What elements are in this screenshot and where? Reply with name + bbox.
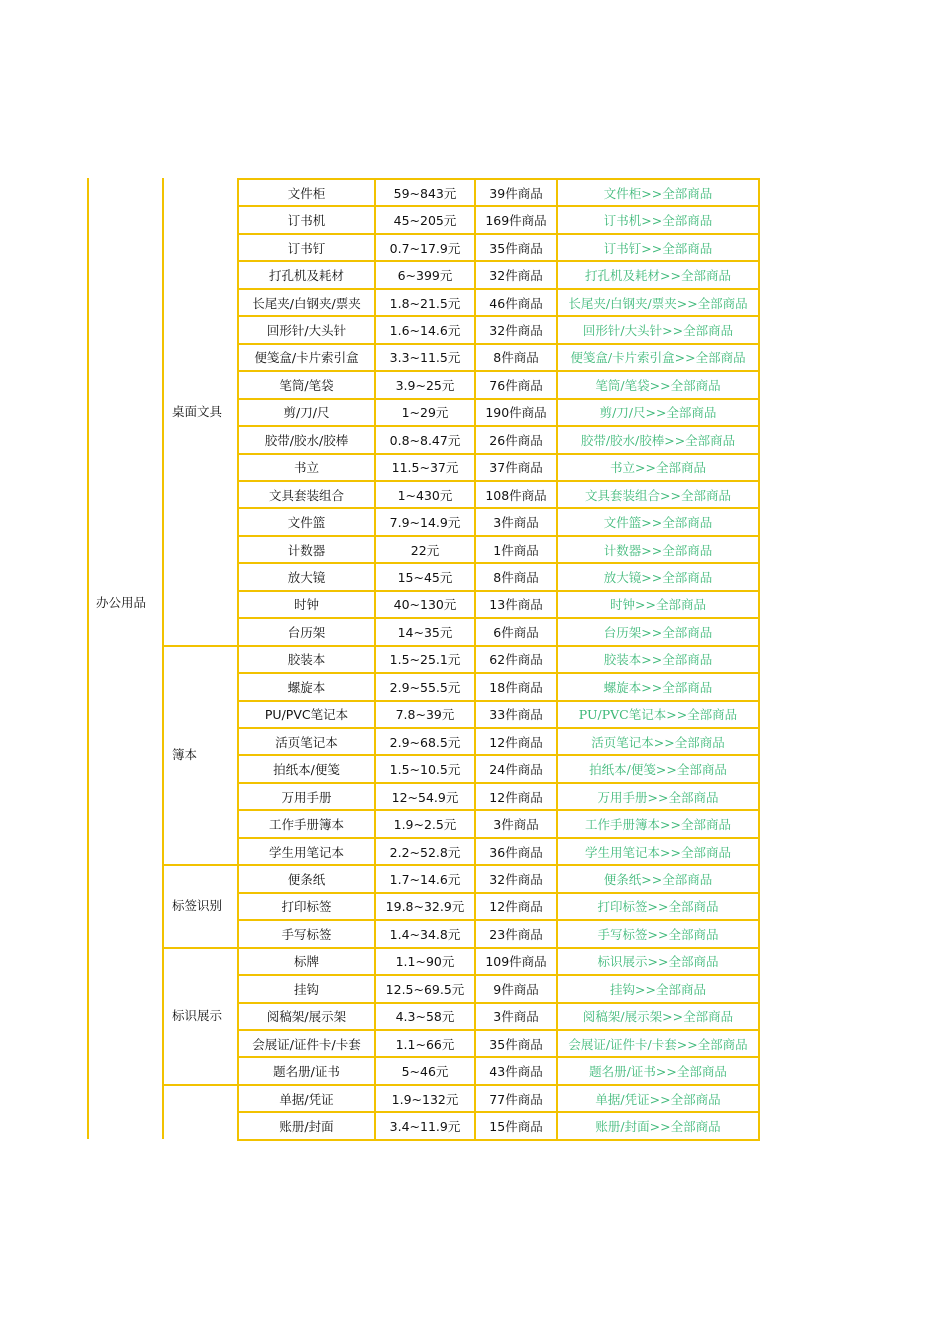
all-products-link[interactable]: 台历架>>全部商品 [603,624,713,640]
item-count: 8件商品 [493,570,539,586]
item-count: 12件商品 [489,789,543,805]
all-products-link[interactable]: 万用手册>>全部商品 [597,789,719,805]
all-products-link[interactable]: 文件篮>>全部商品 [603,515,713,531]
item-name: 胶带/胶水/胶棒 [264,432,349,448]
item-name: 回形针/大头针 [266,322,347,338]
item-price-range: 3.3~11.5元 [389,350,461,366]
item-count: 36件商品 [489,844,543,860]
item-name: 时钟 [293,597,319,613]
item-name: 便笺盒/卡片索引盒 [254,350,359,366]
item-count: 3件商品 [493,515,539,531]
item-price-range: 1.9~132元 [391,1091,459,1107]
all-products-link[interactable]: 拍纸本/便笺>>全部商品 [589,762,727,778]
item-price-range: 12~54.9元 [391,789,459,805]
item-price-range: 2.2~52.8元 [389,844,461,860]
all-products-link[interactable]: 文件柜>>全部商品 [603,185,713,201]
item-price-range: 1.1~66元 [395,1036,455,1052]
item-price-range: 7.9~14.9元 [389,515,461,531]
all-products-link[interactable]: 胶带/胶水/胶棒>>全部商品 [580,432,736,448]
item-count: 24件商品 [489,762,543,778]
item-name: 书立 [293,460,319,476]
item-name: 长尾夹/白钢夹/票夹 [252,295,361,311]
all-products-link[interactable]: 标识展示>>全部商品 [597,954,719,970]
item-name: 打孔机及耗材 [268,268,344,284]
item-count: 18件商品 [489,679,543,695]
all-products-link[interactable]: 便条纸>>全部商品 [603,871,713,887]
item-price-range: 5~46元 [401,1064,449,1080]
item-price-range: 45~205元 [393,213,457,229]
item-price-range: 14~35元 [397,624,453,640]
item-price-range: 0.7~17.9元 [389,240,461,256]
row-border [237,1139,760,1141]
item-price-range: 1~430元 [397,487,453,503]
item-price-range: 15~45元 [397,570,453,586]
item-count: 8件商品 [493,350,539,366]
item-count: 32件商品 [489,871,543,887]
item-name: PU/PVC笔记本 [264,707,349,723]
item-name: 拍纸本/便笺 [273,762,340,778]
item-name: 打印标签 [281,899,332,915]
all-products-link[interactable]: 便笺盒/卡片索引盒>>全部商品 [570,350,746,366]
all-products-link[interactable]: 题名册/证书>>全部商品 [589,1064,727,1080]
item-name: 便条纸 [287,871,326,887]
item-price-range: 59~843元 [393,185,457,201]
item-price-range: 2.9~68.5元 [389,734,461,750]
item-count: 6件商品 [493,624,539,640]
item-name: 活页笔记本 [275,734,338,750]
item-price-range: 1.6~14.6元 [389,322,461,338]
item-price-range: 22元 [410,542,440,558]
item-name: 手写标签 [281,926,332,942]
item-count: 76件商品 [489,377,543,393]
group-label: 簿本 [172,747,198,763]
item-name: 学生用笔记本 [268,844,344,860]
item-count: 108件商品 [485,487,547,503]
item-price-range: 1.7~14.6元 [389,871,461,887]
main-category-label: 办公用品 [96,595,147,610]
item-name: 计数器 [287,542,326,558]
item-count: 39件商品 [489,185,543,201]
all-products-link[interactable]: 打印标签>>全部商品 [597,899,719,915]
all-products-link[interactable]: 放大镜>>全部商品 [603,570,713,586]
item-price-range: 1.4~34.8元 [389,926,461,942]
item-price-range: 1.8~21.5元 [389,295,461,311]
item-name: 放大镜 [287,570,326,586]
item-count: 12件商品 [489,899,543,915]
item-count: 1件商品 [493,542,539,558]
item-count: 46件商品 [489,295,543,311]
all-products-link[interactable]: 打孔机及耗材>>全部商品 [585,268,731,284]
item-count: 62件商品 [489,652,543,668]
item-name: 题名册/证书 [273,1064,340,1080]
all-products-link[interactable]: 书立>>全部商品 [610,460,706,476]
group-border [162,1084,237,1086]
all-products-link[interactable]: 单据/凭证>>全部商品 [595,1091,721,1107]
item-name: 订书钉 [287,240,326,256]
all-products-link[interactable]: 订书钉>>全部商品 [603,240,713,256]
item-count: 3件商品 [493,1009,539,1025]
item-name: 螺旋本 [287,679,326,695]
group-label: 标签识别 [172,898,223,914]
item-count: 15件商品 [489,1119,543,1135]
item-count: 190件商品 [485,405,547,421]
all-products-link[interactable]: 活页笔记本>>全部商品 [591,734,725,750]
item-name: 文件篮 [287,515,326,531]
item-name: 万用手册 [281,789,332,805]
item-count: 37件商品 [489,460,543,476]
item-count: 12件商品 [489,734,543,750]
all-products-link[interactable]: 回形针/大头针>>全部商品 [582,322,734,338]
item-count: 35件商品 [489,1036,543,1052]
item-count: 26件商品 [489,432,543,448]
item-price-range: 19.8~32.9元 [385,899,465,915]
item-name: 文具套装组合 [268,487,344,503]
item-count: 9件商品 [493,981,539,997]
item-name: 阅稿架/展示架 [266,1009,347,1025]
item-price-range: 1.1~90元 [395,954,455,970]
item-price-range: 0.8~8.47元 [389,432,461,448]
item-name: 笔筒/笔袋 [279,377,334,393]
item-name: 订书机 [287,213,326,229]
all-products-link[interactable]: 螺旋本>>全部商品 [603,679,713,695]
all-products-link[interactable]: 长尾夹/白钢夹/票夹>>全部商品 [568,295,748,311]
item-name: 挂钩 [293,981,319,997]
item-count: 77件商品 [489,1091,543,1107]
item-count: 23件商品 [489,926,543,942]
all-products-link[interactable]: 学生用笔记本>>全部商品 [585,844,731,860]
item-name: 剪/刀/尺 [283,405,330,421]
group-label: 标识展示 [172,1008,223,1024]
group-column-border [162,178,164,1139]
item-count: 13件商品 [489,597,543,613]
item-price-range: 3.4~11.9元 [389,1119,461,1135]
column-border [758,178,760,1140]
item-count: 33件商品 [489,707,543,723]
all-products-link[interactable]: 挂钩>>全部商品 [610,981,706,997]
all-products-link[interactable]: 阅稿架/展示架>>全部商品 [582,1009,734,1025]
item-price-range: 7.8~39元 [395,707,455,723]
item-price-range: 4.3~58元 [395,1009,455,1025]
item-price-range: 1~29元 [401,405,449,421]
item-name: 会展证/证件卡/卡套 [252,1036,361,1052]
item-count: 43件商品 [489,1064,543,1080]
item-price-range: 1.5~25.1元 [389,652,461,668]
all-products-link[interactable]: 剪/刀/尺>>全部商品 [599,405,717,421]
item-price-range: 6~399元 [397,268,453,284]
item-price-range: 12.5~69.5元 [385,981,465,997]
all-products-link[interactable]: 笔筒/笔袋>>全部商品 [595,377,721,393]
group-label: 桌面文具 [172,404,223,420]
all-products-link[interactable]: 计数器>>全部商品 [603,542,713,558]
all-products-link[interactable]: 订书机>>全部商品 [603,213,713,229]
all-products-link[interactable]: 会展证/证件卡/卡套>>全部商品 [568,1036,748,1052]
item-count: 3件商品 [493,817,539,833]
item-name: 单据/凭证 [279,1091,334,1107]
item-name: 工作手册簿本 [268,817,344,833]
all-products-link[interactable]: 手写标签>>全部商品 [597,926,719,942]
all-products-link[interactable]: 工作手册簿本>>全部商品 [585,817,731,833]
item-price-range: 2.9~55.5元 [389,679,461,695]
item-count: 32件商品 [489,268,543,284]
all-products-link[interactable]: PU/PVC笔记本>>全部商品 [578,707,738,723]
all-products-link[interactable]: 文具套装组合>>全部商品 [585,487,731,503]
item-name: 胶装本 [287,652,326,668]
item-price-range: 11.5~37元 [391,460,459,476]
item-count: 109件商品 [485,954,547,970]
item-count: 32件商品 [489,322,543,338]
all-products-link[interactable]: 时钟>>全部商品 [610,597,706,613]
item-price-range: 1.9~2.5元 [393,817,457,833]
all-products-link[interactable]: 胶装本>>全部商品 [603,652,713,668]
item-name: 文件柜 [287,185,326,201]
item-name: 账册/封面 [279,1119,334,1135]
all-products-link[interactable]: 账册/封面>>全部商品 [595,1119,721,1135]
item-count: 169件商品 [485,213,547,229]
item-price-range: 1.5~10.5元 [389,762,461,778]
item-price-range: 40~130元 [393,597,457,613]
item-name: 台历架 [287,624,326,640]
item-price-range: 3.9~25元 [395,377,455,393]
main-column-border [87,178,89,1139]
item-count: 35件商品 [489,240,543,256]
item-name: 标牌 [293,954,319,970]
